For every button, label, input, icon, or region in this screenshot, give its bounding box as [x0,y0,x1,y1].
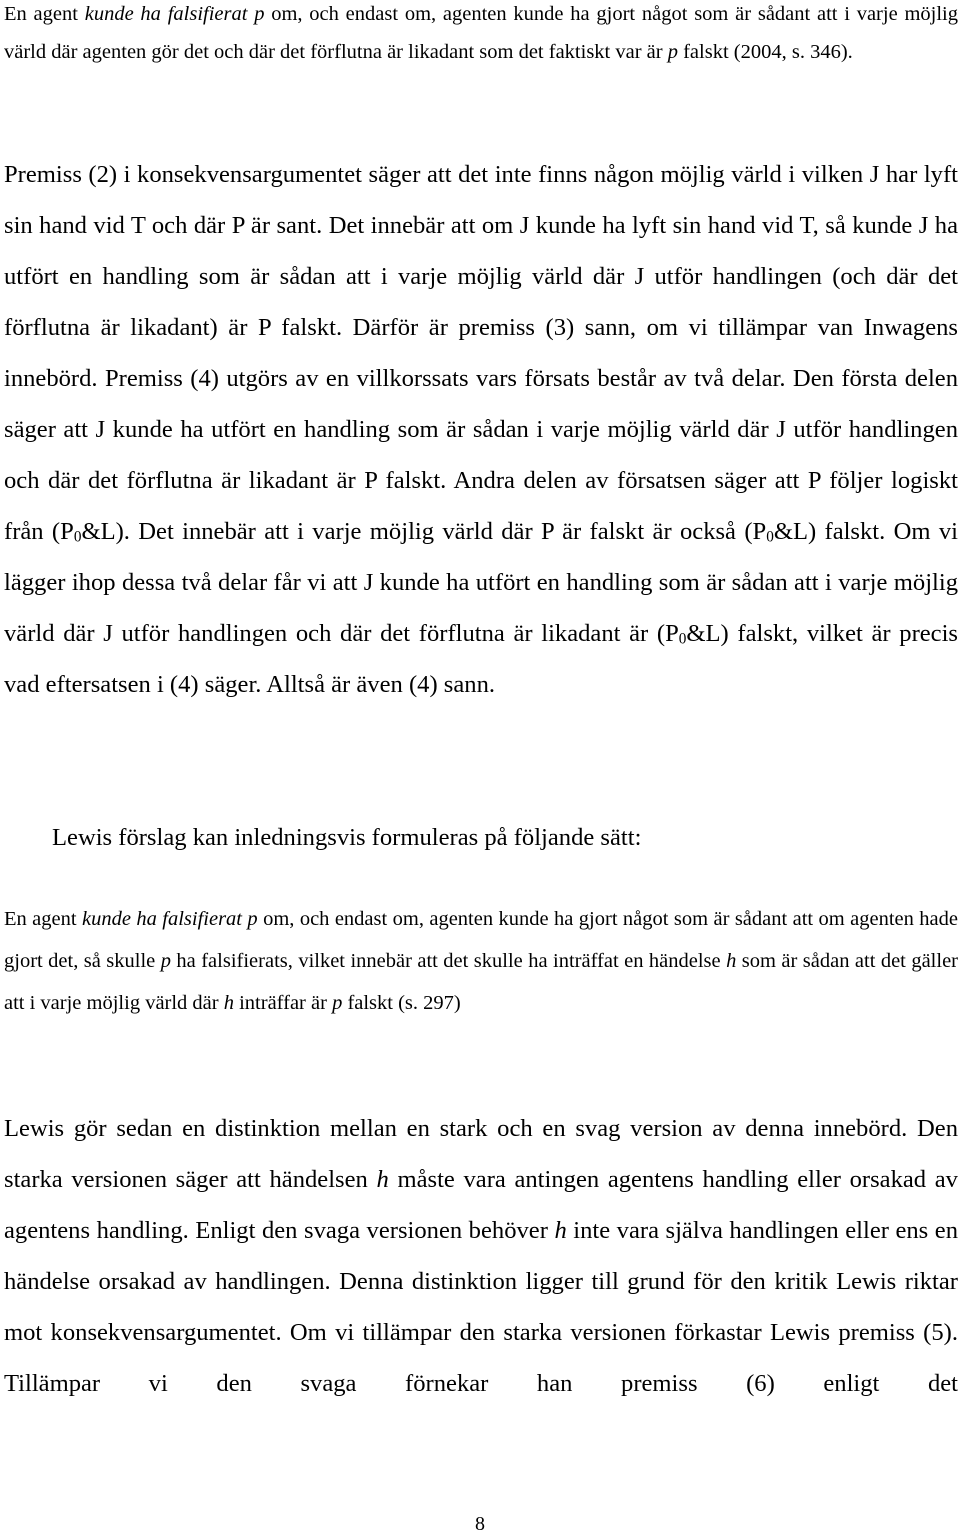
quote-italic-term: h [223,992,234,1014]
quote-italic-term: kunde ha falsifierat p [84,3,265,25]
block-quote-lewis [4,898,958,1024]
quote-intro-line: Lewis förslag kan inledningsvis formuleras på följande sätt: [52,824,642,851]
paragraph-text: Lewis gör sedan en distinktion mellan en stark och en svag version av denna innebörd. Den starka versionen säger att händelsen [4,1115,958,1193]
quote-italic-term: h [726,950,737,972]
quote-text: En agent [4,3,85,25]
quote-italic-term: kunde ha falsifierat p [82,908,258,930]
quote-text: ha falsifierats, vilket innebär att det skulle ha inträffat en händelse [170,950,727,972]
subscript: 0 [678,630,687,648]
quote-text: En agent [4,908,82,930]
quote-text: falskt (s. 297) [342,992,461,1014]
paragraph-text: inte vara själva handlingen eller ens en händelse orsakad av handlingen. Denna distinktion ligger till grund för den kritik Lewis riktar mot konsekvensargumentet. Om vi tillämpar den starka versionen förkastar Lewis premiss (5). Tillämpar vi den svaga förnekar han premiss (6) enligt det [4,1217,958,1397]
quote-italic-term: p [332,992,343,1014]
paragraph-text: Premiss (2) i konsekvensargumentet säger att det inte finns någon möjlig värld i vilken J har lyft sin hand vid T och där P är sant. Det innebär att om J kunde ha lyft sin hand vid T, så kunde J ha utfört en handling som är sådan att i varje möjlig värld där J utför handlingen (och där det förflutna är likadant) är P falskt. Därför är premiss (3) sann, om vi tillämpar van Inwagens innebörd. Premiss (4) utgörs av en villkorssats vars försats består av två delar. Den första delen säger att J kunde ha utfört en handling som är sådan i varje möjlig värld där J utför handlingen och där det förflutna är likadant är P falskt. Andra delen av försatsen säger att P följer logiskt från (P [4,161,958,545]
page-number: 8 [475,1513,485,1535]
italic-term: h [554,1217,567,1244]
paragraph-text: &L). Det innebär att i varje möjlig värld där P är falskt är också (P [81,518,767,545]
quote-text: inträffar är [233,992,333,1014]
quote-text: som är sådan att det gäller att i varje möjlig värld där [4,950,958,1014]
quote-text: om, och endast om, agenten kunde ha gjort något som är sådant att i varje möjlig värld där agenten gör det och där det förflutna är likadant som det faktiskt var är [4,3,958,63]
subscript: 0 [766,528,774,546]
body-paragraph-2 [4,1103,958,1409]
body-paragraph-1 [4,149,958,710]
paragraph-text: måste vara antingen agentens handling eller orsakad av agentens handling. Enligt den svaga versionen behöver [4,1166,958,1244]
quote-italic-term: p [667,40,678,63]
block-quote-top [4,0,958,71]
quote-italic-term: p [160,950,171,972]
paragraph-text: &L) falskt, vilket är precis vad eftersatsen i (4) säger. Alltså är även (4) sann. [4,620,958,698]
italic-term: h [376,1166,389,1193]
paragraph-text: &L) falskt. Om vi lägger ihop dessa två delar får vi att J kunde ha utfört en handling som är sådan att i varje möjlig värld där J utför handlingen och där det förflutna är likadant är (P [4,518,958,647]
quote-text: falskt (2004, s. 346). [677,40,853,63]
subscript: 0 [73,528,82,546]
quote-text: om, och endast om, agenten kunde ha gjort något som är sådant att om agenten hade gjort det, så skulle [4,908,958,972]
